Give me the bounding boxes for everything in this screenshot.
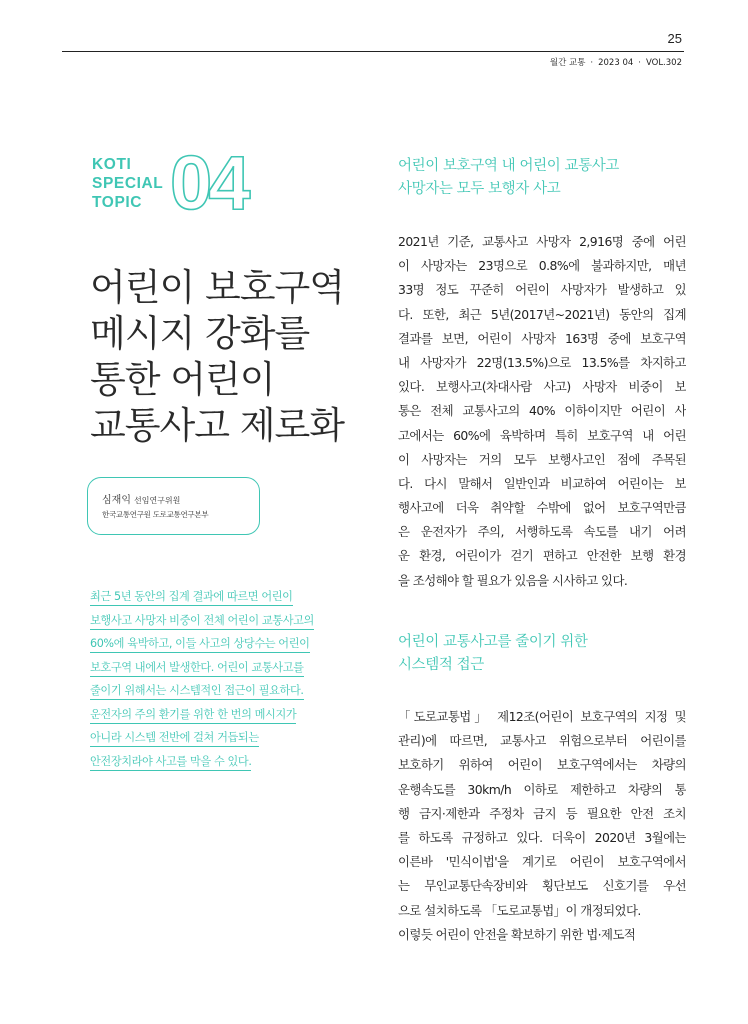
- volume-number: VOL.302: [645, 58, 682, 68]
- section-1-heading: [398, 155, 686, 201]
- article-title: [90, 265, 390, 449]
- publication-name: 월간 교통: [549, 58, 586, 68]
- body-line: 행 금지·제한과 주정차 금지 등 필요한 안전 조치: [398, 805, 686, 821]
- issue-date: 2023 04: [598, 58, 634, 68]
- author-role: 선임연구위원: [133, 496, 181, 505]
- body-line: 있다. 보행사고(차대사람 사고) 사망자 비중이 보: [398, 379, 686, 395]
- body-line: 를 하도록 규정하고 있다. 더욱이 2020년 3월에는: [398, 829, 686, 845]
- body-line: 는 무인교통단속장비와 횡단보도 신호기를 우선: [398, 878, 686, 894]
- body-line: 내 사망자가 22명(13.5%)으로 13.5%를 차지하고: [398, 354, 686, 370]
- body-line: 다. 다시 말해서 일반인과 비교하여 어린이는 보: [398, 475, 686, 491]
- summary-block: [90, 585, 345, 773]
- page-number: 25: [667, 31, 682, 46]
- section-heading-line: 어린이 보호구역 내 어린이 교통사고: [398, 158, 619, 174]
- title-line: 어린이 보호구역: [90, 266, 344, 309]
- body-line: 통은 전체 교통사고의 40% 이하이지만 어린이 사: [398, 403, 686, 419]
- summary-line: 보행사고 사망자 비중이 전체 어린이 교통사고의: [90, 609, 345, 633]
- koti-special-topic-label: [92, 155, 163, 212]
- section-heading-line: 어린이 교통사고를 줄이기 위한: [398, 634, 588, 650]
- body-line: 다. 또한, 최근 5년(2017년~2021년) 동안의 집계: [398, 306, 686, 322]
- body-line: 은 운전자가 주의, 서행하도록 속도를 내기 어려: [398, 524, 686, 540]
- section-1-body: [398, 230, 686, 593]
- body-line: 이 사망자는 거의 모두 보행사고인 점에 주목된: [398, 451, 686, 467]
- summary-line: 60%에 육박하고, 이들 사고의 상당수는 어린이: [90, 632, 345, 656]
- koti-label-line: KOTI: [92, 156, 132, 173]
- summary-line: 아니라 시스템 전반에 걸쳐 거듭되는: [90, 726, 345, 750]
- summary-line: 운전자의 주의 환기를 위한 한 번의 메시지가: [90, 703, 345, 727]
- body-line: 결과를 보면, 어린이 사망자 163명 중에 보호구역: [398, 330, 686, 346]
- body-line: 「도로교통법」 제12조(어린이 보호구역의 지정 및: [398, 709, 686, 724]
- section-2-body: [398, 705, 686, 947]
- body-line: 2021년 기준, 교통사고 사망자 2,916명 중에 어린: [398, 234, 686, 249]
- author-org: 한국교통연구원 도로교통연구본부: [102, 510, 209, 519]
- summary-line: 줄이기 위해서는 시스템적인 접근이 필요하다.: [90, 679, 345, 703]
- summary-line: 최근 5년 동안의 집계 결과에 따르면 어린이: [90, 585, 345, 609]
- body-line: 이렇듯 어린이 안전을 확보하기 위한 법·제도적: [398, 926, 636, 942]
- body-line: 을 조성해야 할 필요가 있음을 시사하고 있다.: [398, 572, 628, 588]
- author-box: [87, 477, 260, 535]
- body-line: 관리)에 따르면, 교통사고 위험으로부터 어린이를: [398, 733, 686, 749]
- koti-label-line: SPECIAL: [92, 175, 164, 192]
- header-rule: [62, 51, 684, 52]
- section-2-heading: [398, 631, 686, 677]
- topic-number: 04: [170, 141, 247, 226]
- body-line: 이른바 '민식이법'을 계기로 어린이 보호구역에서: [398, 854, 686, 870]
- header-meta: 월간 교통 · 2023 04 · VOL.302: [549, 58, 682, 68]
- koti-label-line: TOPIC: [92, 194, 143, 211]
- title-line: 메시지 강화를: [90, 312, 310, 355]
- body-line: 행사고에 더욱 취약할 수밖에 없어 보호구역만큼: [398, 500, 686, 516]
- section-heading-line: 시스템적 접근: [398, 657, 484, 673]
- summary-line: 보호구역 내에서 발생한다. 어린이 교통사고를: [90, 656, 345, 680]
- section-heading-line: 사망자는 모두 보행자 사고: [398, 181, 561, 197]
- body-line: 33명 정도 꾸준히 어린이 사망자가 발생하고 있: [398, 282, 686, 298]
- body-line: 으로 설치하도록 「도로교통법」이 개정되었다.: [398, 902, 641, 918]
- body-line: 이 사망자는 23명으로 0.8%에 불과하지만, 매년: [398, 258, 686, 274]
- title-line: 교통사고 제로화: [90, 404, 344, 447]
- body-line: 보호하기 위하여 어린이 보호구역에서는 차량의: [398, 757, 686, 773]
- author-name: 심재익 선임연구위원: [102, 495, 181, 506]
- body-line: 고에서는 60%에 육박하며 특히 보호구역 내 어린: [398, 427, 686, 443]
- summary-line: 안전장치라야 사고를 막을 수 있다.: [90, 750, 345, 774]
- title-line: 통한 어린이: [90, 358, 275, 401]
- body-line: 운행속도를 30km/h 이하로 제한하고 차량의 통: [398, 781, 686, 797]
- body-line: 운 환경, 어린이가 걷기 편하고 안전한 보행 환경: [398, 548, 686, 564]
